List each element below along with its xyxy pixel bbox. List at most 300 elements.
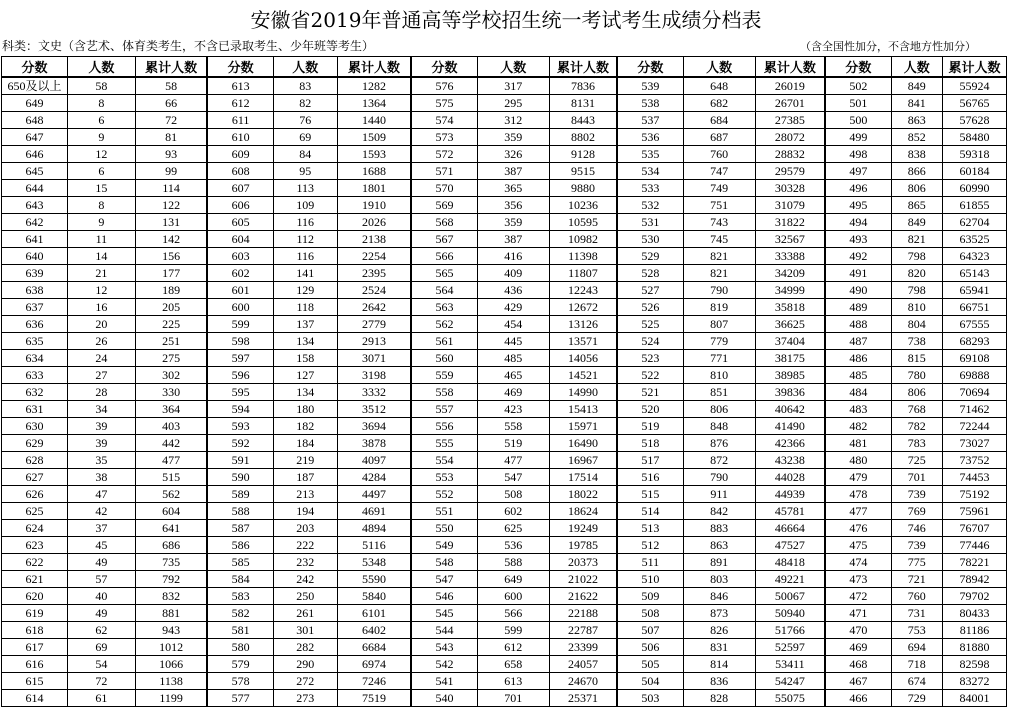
cumulative-cell: 55075 [755,690,825,707]
count-cell: 831 [683,639,755,656]
cumulative-cell: 205 [135,299,207,316]
cumulative-cell: 792 [135,571,207,588]
score-cell: 634 [2,350,68,367]
score-cell: 522 [617,367,683,384]
cumulative-cell: 18022 [549,486,617,503]
score-cell: 626 [2,486,68,503]
cumulative-cell: 1509 [337,129,411,146]
count-cell: 40 [67,588,135,605]
count-cell: 273 [273,690,337,707]
count-cell: 39 [67,418,135,435]
count-cell: 127 [273,367,337,384]
table-row [2,571,1007,588]
score-cell: 643 [2,197,68,214]
score-cell: 565 [411,265,477,282]
count-cell: 12 [67,146,135,163]
count-header: 人数 [891,57,942,78]
cumulative-cell: 6402 [337,622,411,639]
table-row [2,503,1007,520]
cumulative-cell: 73027 [943,435,1007,452]
cumulative-cell: 78942 [943,571,1007,588]
count-cell: 739 [891,486,942,503]
score-cell: 535 [617,146,683,163]
cumulative-cell: 477 [135,452,207,469]
score-cell: 545 [411,605,477,622]
score-cell: 496 [825,180,891,197]
cumulative-cell: 62704 [943,214,1007,231]
count-cell: 745 [683,231,755,248]
score-cell: 582 [207,605,273,622]
count-cell: 54 [67,656,135,673]
count-cell: 790 [683,282,755,299]
count-cell: 8 [67,197,135,214]
count-cell: 849 [891,77,942,95]
count-cell: 116 [273,214,337,231]
score-cell: 600 [207,299,273,316]
score-cell: 507 [617,622,683,639]
count-cell: 409 [477,265,549,282]
score-header: 分数 [207,57,273,78]
score-cell: 476 [825,520,891,537]
count-cell: 760 [891,588,942,605]
score-cell: 483 [825,401,891,418]
count-header: 人数 [273,57,337,78]
count-cell: 848 [683,418,755,435]
cumulative-cell: 26019 [755,77,825,95]
cumulative-cell: 99 [135,163,207,180]
count-cell: 203 [273,520,337,537]
score-cell: 587 [207,520,273,537]
count-cell: 600 [477,588,549,605]
count-cell: 836 [683,673,755,690]
score-cell: 586 [207,537,273,554]
cumulative-cell: 66 [135,95,207,112]
page-title: 安徽省2019年普通高等学校招生统一考试考生成绩分档表 [250,8,762,32]
score-cell: 514 [617,503,683,520]
count-cell: 445 [477,333,549,350]
score-cell: 558 [411,384,477,401]
table-row [2,537,1007,554]
score-cell: 620 [2,588,68,605]
score-cell: 592 [207,435,273,452]
score-header: 分数 [2,57,68,78]
count-cell: 771 [683,350,755,367]
score-cell: 480 [825,452,891,469]
score-cell: 571 [411,163,477,180]
score-cell: 530 [617,231,683,248]
cumulative-cell: 19249 [549,520,617,537]
count-cell: 261 [273,605,337,622]
cumulative-cell: 275 [135,350,207,367]
table-row [2,197,1007,214]
table-row [2,452,1007,469]
score-cell: 598 [207,333,273,350]
cumulative-cell: 1282 [337,77,411,95]
score-cell: 559 [411,367,477,384]
cumulative-cell: 48418 [755,554,825,571]
score-table [1,56,1007,707]
count-cell: 760 [683,146,755,163]
score-cell: 498 [825,146,891,163]
cumulative-header: 累计人数 [135,57,207,78]
count-cell: 359 [477,214,549,231]
count-cell: 783 [891,435,942,452]
score-cell: 648 [2,112,68,129]
score-cell: 505 [617,656,683,673]
cumulative-cell: 14521 [549,367,617,384]
score-cell: 610 [207,129,273,146]
score-cell: 647 [2,129,68,146]
score-cell: 628 [2,452,68,469]
count-cell: 15 [67,180,135,197]
cumulative-cell: 14990 [549,384,617,401]
score-cell: 580 [207,639,273,656]
score-cell: 606 [207,197,273,214]
score-cell: 490 [825,282,891,299]
cumulative-cell: 2779 [337,316,411,333]
score-cell: 515 [617,486,683,503]
table-row [2,77,1007,95]
count-cell: 852 [891,129,942,146]
score-cell: 591 [207,452,273,469]
score-cell: 640 [2,248,68,265]
cumulative-cell: 59318 [943,146,1007,163]
score-header: 分数 [825,57,891,78]
count-cell: 821 [683,265,755,282]
count-cell: 69 [273,129,337,146]
cumulative-cell: 22188 [549,605,617,622]
count-cell: 194 [273,503,337,520]
cumulative-cell: 1364 [337,95,411,112]
count-cell: 684 [683,112,755,129]
score-cell: 597 [207,350,273,367]
score-cell: 520 [617,401,683,418]
count-cell: 24 [67,350,135,367]
cumulative-cell: 1593 [337,146,411,163]
cumulative-cell: 18624 [549,503,617,520]
score-cell: 466 [825,690,891,707]
cumulative-cell: 32567 [755,231,825,248]
score-cell: 604 [207,231,273,248]
score-cell: 477 [825,503,891,520]
score-cell: 502 [825,77,891,95]
cumulative-cell: 53411 [755,656,825,673]
table-row [2,129,1007,146]
count-cell: 317 [477,77,549,95]
count-cell: 242 [273,571,337,588]
cumulative-cell: 83272 [943,673,1007,690]
count-cell: 290 [273,656,337,673]
count-cell: 819 [683,299,755,316]
cumulative-cell: 52597 [755,639,825,656]
count-cell: 158 [273,350,337,367]
cumulative-cell: 40642 [755,401,825,418]
cumulative-cell: 13571 [549,333,617,350]
count-cell: 35 [67,452,135,469]
cumulative-cell: 54247 [755,673,825,690]
cumulative-cell: 122 [135,197,207,214]
cumulative-cell: 82598 [943,656,1007,673]
count-cell: 718 [891,656,942,673]
table-row [2,299,1007,316]
score-cell: 495 [825,197,891,214]
count-cell: 219 [273,452,337,469]
count-cell: 72 [67,673,135,690]
cumulative-cell: 6101 [337,605,411,622]
cumulative-cell: 189 [135,282,207,299]
cumulative-cell: 21022 [549,571,617,588]
count-cell: 842 [683,503,755,520]
table-row [2,401,1007,418]
count-cell: 519 [477,435,549,452]
score-cell: 642 [2,214,68,231]
cumulative-cell: 29579 [755,163,825,180]
cumulative-cell: 6974 [337,656,411,673]
cumulative-cell: 11398 [549,248,617,265]
count-cell: 95 [273,163,337,180]
score-cell: 605 [207,214,273,231]
score-cell: 526 [617,299,683,316]
cumulative-cell: 881 [135,605,207,622]
score-cell: 517 [617,452,683,469]
score-cell: 560 [411,350,477,367]
table-row [2,656,1007,673]
cumulative-cell: 43238 [755,452,825,469]
count-cell: 865 [891,197,942,214]
count-cell: 751 [683,197,755,214]
cumulative-cell: 35818 [755,299,825,316]
count-cell: 9 [67,214,135,231]
cumulative-cell: 604 [135,503,207,520]
cumulative-cell: 17514 [549,469,617,486]
score-cell: 538 [617,95,683,112]
cumulative-cell: 1910 [337,197,411,214]
count-cell: 141 [273,265,337,282]
score-cell: 534 [617,163,683,180]
table-row [2,554,1007,571]
count-cell: 58 [67,77,135,95]
count-cell: 57 [67,571,135,588]
score-cell: 617 [2,639,68,656]
cumulative-cell: 1440 [337,112,411,129]
count-cell: 820 [891,265,942,282]
cumulative-cell: 364 [135,401,207,418]
score-cell: 569 [411,197,477,214]
count-cell: 423 [477,401,549,418]
count-cell: 749 [683,180,755,197]
cumulative-cell: 7836 [549,77,617,95]
cumulative-cell: 156 [135,248,207,265]
count-cell: 769 [891,503,942,520]
cumulative-cell: 79702 [943,588,1007,605]
count-cell: 38 [67,469,135,486]
score-cell: 602 [207,265,273,282]
score-cell: 539 [617,77,683,95]
table-row [2,112,1007,129]
count-cell: 182 [273,418,337,435]
score-cell: 544 [411,622,477,639]
cumulative-cell: 23399 [549,639,617,656]
count-cell: 45 [67,537,135,554]
cumulative-cell: 7246 [337,673,411,690]
count-header: 人数 [67,57,135,78]
count-cell: 674 [891,673,942,690]
cumulative-cell: 45781 [755,503,825,520]
count-cell: 866 [891,163,942,180]
cumulative-cell: 2395 [337,265,411,282]
cumulative-cell: 22787 [549,622,617,639]
score-cell: 649 [2,95,68,112]
score-cell: 633 [2,367,68,384]
cumulative-cell: 65143 [943,265,1007,282]
count-cell: 701 [891,469,942,486]
count-cell: 658 [477,656,549,673]
cumulative-cell: 641 [135,520,207,537]
score-cell: 492 [825,248,891,265]
count-cell: 429 [477,299,549,316]
cumulative-cell: 1138 [135,673,207,690]
cumulative-cell: 69108 [943,350,1007,367]
count-cell: 6 [67,163,135,180]
count-cell: 26 [67,333,135,350]
table-row [2,180,1007,197]
cumulative-cell: 735 [135,554,207,571]
score-cell: 470 [825,622,891,639]
count-cell: 558 [477,418,549,435]
score-cell: 650及以上 [2,77,68,95]
score-cell: 611 [207,112,273,129]
count-cell: 806 [891,384,942,401]
count-cell: 814 [683,656,755,673]
count-cell: 790 [683,469,755,486]
count-cell: 863 [683,537,755,554]
cumulative-cell: 1199 [135,690,207,707]
cumulative-cell: 72 [135,112,207,129]
count-cell: 20 [67,316,135,333]
count-cell: 42 [67,503,135,520]
cumulative-cell: 67555 [943,316,1007,333]
count-cell: 326 [477,146,549,163]
score-cell: 546 [411,588,477,605]
count-cell: 782 [891,418,942,435]
count-cell: 841 [891,95,942,112]
count-cell: 846 [683,588,755,605]
cumulative-cell: 76707 [943,520,1007,537]
score-cell: 567 [411,231,477,248]
cumulative-cell: 84001 [943,690,1007,707]
count-cell: 810 [891,299,942,316]
count-cell: 134 [273,384,337,401]
count-cell: 729 [891,690,942,707]
count-cell: 828 [683,690,755,707]
cumulative-cell: 64323 [943,248,1007,265]
cumulative-cell: 251 [135,333,207,350]
score-cell: 497 [825,163,891,180]
count-cell: 69 [67,639,135,656]
count-cell: 821 [683,248,755,265]
cumulative-cell: 68293 [943,333,1007,350]
count-cell: 566 [477,605,549,622]
score-cell: 557 [411,401,477,418]
cumulative-cell: 832 [135,588,207,605]
score-cell: 484 [825,384,891,401]
cumulative-cell: 33388 [755,248,825,265]
cumulative-cell: 58480 [943,129,1007,146]
count-cell: 807 [683,316,755,333]
score-cell: 475 [825,537,891,554]
table-row [2,673,1007,690]
count-cell: 109 [273,197,337,214]
count-cell: 806 [683,401,755,418]
cumulative-cell: 49221 [755,571,825,588]
count-cell: 9 [67,129,135,146]
count-cell: 28 [67,384,135,401]
count-cell: 39 [67,435,135,452]
count-cell: 821 [891,231,942,248]
cumulative-cell: 72244 [943,418,1007,435]
count-cell: 911 [683,486,755,503]
cumulative-cell: 12672 [549,299,617,316]
cumulative-cell: 15971 [549,418,617,435]
cumulative-cell: 65941 [943,282,1007,299]
table-row [2,486,1007,503]
cumulative-cell: 9515 [549,163,617,180]
score-cell: 504 [617,673,683,690]
bonus-note: （含全国性加分，不含地方性加分） [800,40,976,53]
table-row [2,605,1007,622]
cumulative-cell: 61855 [943,197,1007,214]
score-cell: 519 [617,418,683,435]
count-cell: 12 [67,282,135,299]
score-cell: 513 [617,520,683,537]
score-cell: 532 [617,197,683,214]
cumulative-cell: 37404 [755,333,825,350]
count-cell: 83 [273,77,337,95]
count-cell: 851 [683,384,755,401]
score-cell: 646 [2,146,68,163]
table-body [2,77,1007,707]
score-cell: 615 [2,673,68,690]
score-cell: 575 [411,95,477,112]
count-cell: 359 [477,129,549,146]
score-cell: 479 [825,469,891,486]
cumulative-cell: 30328 [755,180,825,197]
cumulative-cell: 2524 [337,282,411,299]
score-cell: 482 [825,418,891,435]
count-cell: 747 [683,163,755,180]
count-cell: 753 [891,622,942,639]
count-cell: 876 [683,435,755,452]
score-cell: 572 [411,146,477,163]
cumulative-cell: 225 [135,316,207,333]
score-cell: 638 [2,282,68,299]
count-cell: 612 [477,639,549,656]
count-cell: 232 [273,554,337,571]
cumulative-header: 累计人数 [755,57,825,78]
score-cell: 561 [411,333,477,350]
cumulative-cell: 28072 [755,129,825,146]
count-cell: 547 [477,469,549,486]
cumulative-cell: 20373 [549,554,617,571]
cumulative-cell: 5590 [337,571,411,588]
count-cell: 508 [477,486,549,503]
table-row [2,418,1007,435]
cumulative-cell: 77446 [943,537,1007,554]
score-cell: 584 [207,571,273,588]
cumulative-cell: 131 [135,214,207,231]
cumulative-cell: 943 [135,622,207,639]
count-cell: 648 [683,77,755,95]
